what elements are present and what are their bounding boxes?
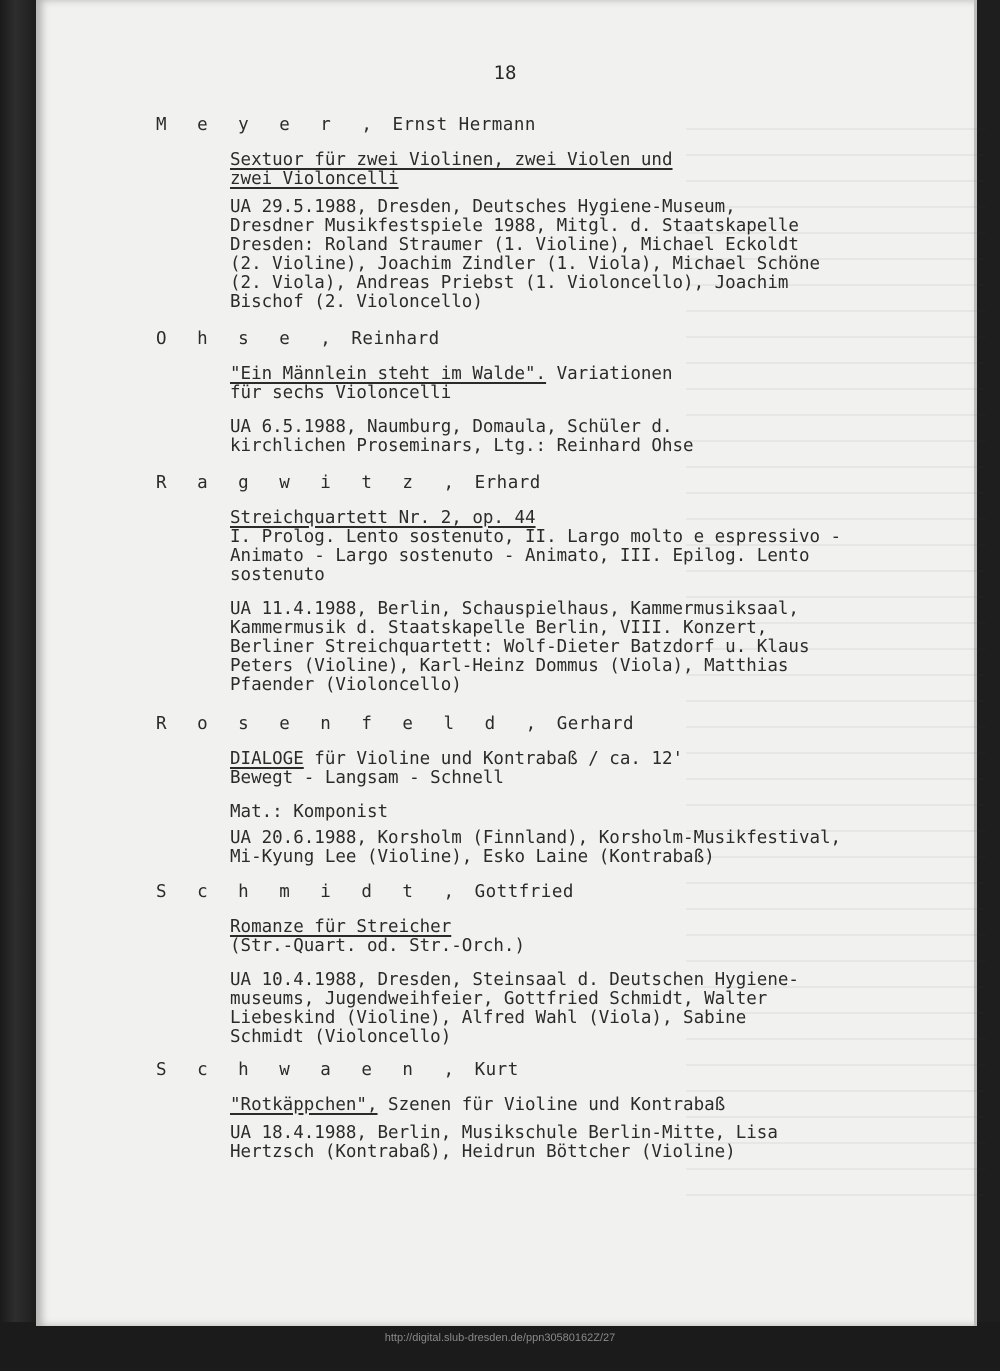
work-title-line: zwei Violoncelli — [230, 169, 399, 189]
performance-details: UA 6.5.1988, Naumburg, Domaula, Schüler d. kirchlichen Proseminars, Ltg.: Reinhard Ohse — [230, 417, 694, 456]
composer-entry — [156, 116, 946, 312]
scanner-frame-bottom — [0, 1322, 1000, 1371]
work-block — [230, 509, 946, 695]
work-title-line: "Rotkäppchen", — [230, 1095, 378, 1115]
composer-entry — [156, 715, 946, 867]
composer-entry — [156, 1061, 946, 1162]
work-title — [230, 918, 946, 937]
performance-details: UA 10.4.1988, Dresden, Steinsaal d. Deutschen Hygiene- museums, Jugendweihfeier, Gottfried Schmidt, Walter Liebeskind (Violine), Alfred Wahl (Viola), Sabine Schmidt (Violoncello) — [230, 970, 799, 1047]
composer-given-name: Reinhard — [351, 329, 440, 349]
composer-surname: S c h m i d t , — [156, 882, 465, 902]
work-title-line: Streichquartett Nr. 2, op. 44 — [230, 508, 536, 528]
performance-details: UA 20.6.1988, Korsholm (Finnland), Korsholm-Musikfestival, Mi-Kyung Lee (Violine), Esko Laine (Kontrabaß) — [230, 828, 842, 867]
composer-surname: R o s e n f e l d , — [156, 714, 547, 734]
work-title — [230, 1096, 946, 1115]
composer-name — [156, 116, 946, 135]
work-subtitle: für sechs Violoncelli — [230, 383, 452, 403]
work-title — [230, 365, 946, 384]
work-subtitle: (Str.-Quart. od. Str.-Orch.) — [230, 936, 526, 956]
composer-name — [156, 883, 946, 902]
composer-surname: S c h w a e n , — [156, 1060, 465, 1080]
work-title — [230, 509, 946, 528]
composer-surname: R a g w i t z , — [156, 473, 465, 493]
work-block — [230, 365, 946, 456]
composer-given-name: Ernst Hermann — [392, 115, 536, 135]
work-subtitle: Bewegt - Langsam - Schnell — [230, 768, 504, 788]
work-title-suffix: Szenen für Violine und Kontrabaß — [377, 1095, 726, 1115]
entries-list — [156, 116, 946, 1162]
scanner-frame-left — [0, 0, 38, 1371]
performance-details: UA 11.4.1988, Berlin, Schauspielhaus, Kammermusiksaal, Kammermusik d. Staatskapelle Berlin, VIII. Konzert, Berliner Streichquartett: Wolf-Dieter Batzdorf u. Klaus Peters (Violine), Karl-Heinz Dommus (Viola), Matthias Pfaender (Violoncello) — [230, 599, 810, 695]
work-title-suffix: für Violine und Kontrabaß / ca. 12' — [303, 749, 684, 769]
work-block — [230, 1096, 946, 1162]
composer-given-name: Erhard — [474, 473, 541, 493]
work-block — [230, 750, 946, 867]
composer-surname: M e y e r , — [156, 115, 382, 135]
composer-name — [156, 474, 946, 493]
source-url-watermark: http://digital.slub-dresden.de/ppn30580162Z/27 — [384, 1332, 616, 1344]
composer-given-name: Kurt — [474, 1060, 519, 1080]
work-title-suffix: Variationen — [546, 364, 673, 384]
performance-details: UA 18.4.1988, Berlin, Musikschule Berlin-Mitte, Lisa Hertzsch (Kontrabaß), Heidrun Böttcher (Violine) — [230, 1123, 778, 1162]
document-page — [36, 0, 977, 1326]
composer-entry — [156, 474, 946, 695]
work-title-line: DIALOGE — [230, 749, 304, 769]
composer-entry — [156, 883, 946, 1047]
page-number: 18 — [493, 62, 517, 84]
performance-details: Mat.: Komponist — [230, 802, 389, 822]
work-title — [230, 151, 946, 189]
composer-given-name: Gottfried — [474, 882, 574, 902]
work-title-line: "Ein Männlein steht im Walde". — [230, 364, 547, 384]
work-block — [230, 918, 946, 1047]
composer-given-name: Gerhard — [556, 714, 634, 734]
performance-details: UA 29.5.1988, Dresden, Deutsches Hygiene-Museum, Dresdner Musikfestspiele 1988, Mitgl. d. Staatskapelle Dresden: Roland Straumer (1. Violine), Michael Eckoldt (2. Violine), Joachim Zindler (1. Viola), Michael Schöne (2. Viola), Andreas Priebst (1. Violoncello), Joachim Bischof (2. Violoncello) — [230, 197, 821, 312]
work-subtitle: I. Prolog. Lento sostenuto, II. Largo molto e espressivo - Animato - Largo sostenuto - Animato, III. Epilog. Lento sostenuto — [230, 527, 842, 585]
composer-surname: O h s e , — [156, 329, 341, 349]
work-title — [230, 750, 946, 769]
composer-name — [156, 330, 946, 349]
work-title-line: Romanze für Streicher — [230, 917, 452, 937]
composer-name — [156, 715, 946, 734]
work-title-line: Sextuor für zwei Violinen, zwei Violen und — [230, 150, 673, 170]
composer-name — [156, 1061, 946, 1080]
work-block — [230, 151, 946, 312]
composer-entry — [156, 330, 946, 456]
